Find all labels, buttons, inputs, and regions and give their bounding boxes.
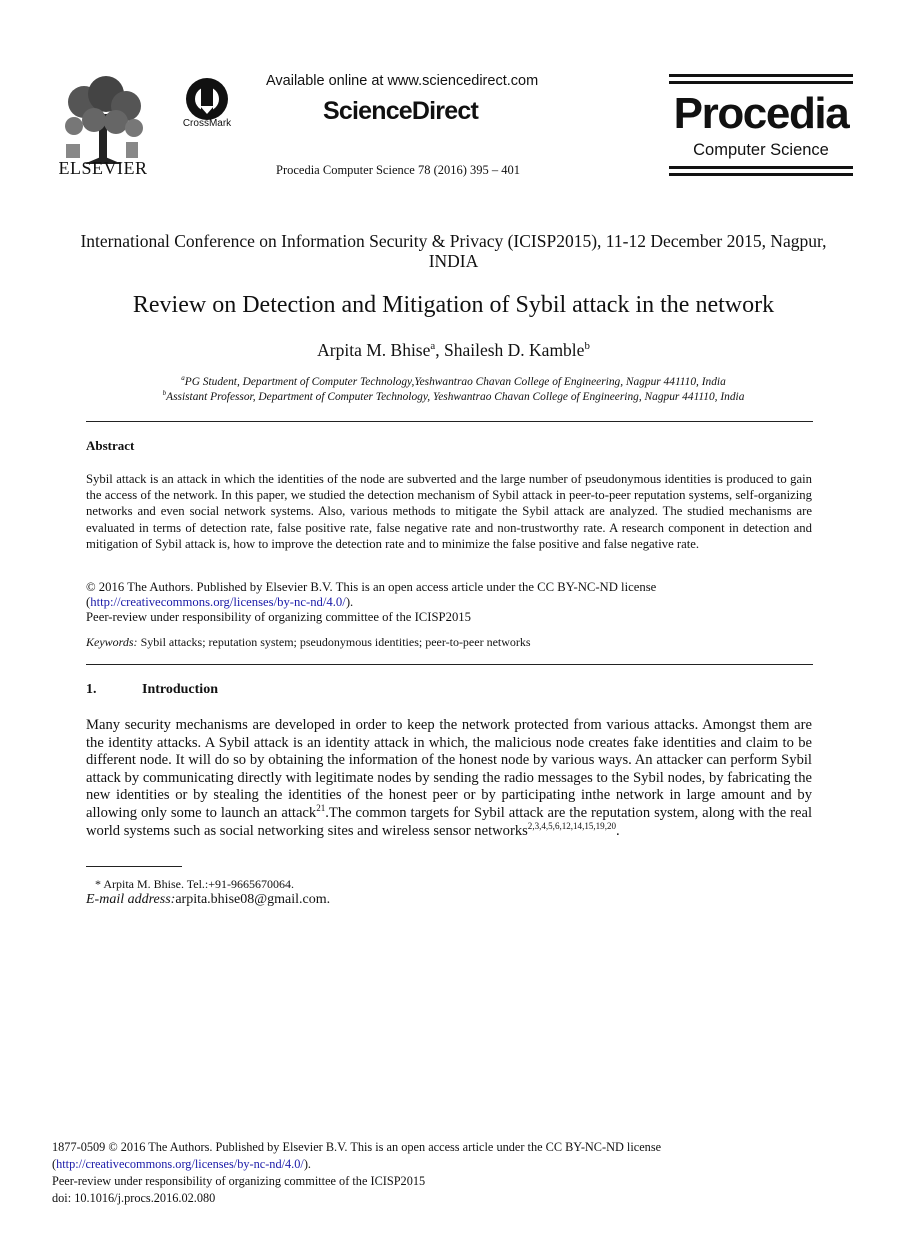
author-list [60,340,847,361]
affiliation [60,391,847,403]
affiliation-mark: b [162,389,167,398]
license-statement: © 2016 The Authors. Published by Elsevier B.V. This is an open access article under the CC BY-NC-ND license [86,580,657,594]
affiliation [60,376,847,388]
crossmark-label: CrossMark [182,118,232,129]
body-text: .The common targets for Sybil attack are the reputation system, along with the real world systems such as social networking sites and wireless sensor networks [86,804,813,839]
author-name: Shailesh D. Kamble [443,340,585,360]
section-number: 1. [86,682,97,697]
journal-citation: Procedia Computer Science 78 (2016) 395 – 401 [276,163,521,177]
paren: ). [345,595,354,609]
publisher-wordmark: ELSEVIER [58,158,148,178]
author-separator: , [435,340,444,360]
journal-subtitle: Computer Science [693,141,829,159]
conference-line: International Conference on Information Security & Privacy (ICISP2015), 11-12 December 2015, Nagpur, INDIA [80,231,827,271]
keywords-line [86,635,531,650]
paren: ( [86,595,91,609]
citation-mark[interactable]: 2,3,4,5,6,12,14,15,19,20 [527,820,617,831]
introduction-paragraph [86,717,812,840]
author-name: Arpita M. Bhise [317,340,431,360]
section-divider [86,421,813,422]
section-heading: Introduction [142,682,218,697]
author-affil-mark: b [584,340,590,353]
keywords-values: Sybil attacks; reputation system; pseudonymous identities; peer-to-peer networks [137,635,531,649]
affiliation-text: PG Student, Department of Computer Technology,Yeshwantrao Chavan College of Engineering, Nagpur 441110, India [184,376,726,388]
paren: ). [303,1157,311,1171]
body-text: . [616,822,620,839]
footer-peer-review: Peer-review under responsibility of organizing committee of the ICISP2015 [52,1174,426,1188]
license-link[interactable]: http://creativecommons.org/licenses/by-nc-nd/4.0/ [90,595,346,609]
keywords-label: Keywords: [86,635,138,649]
available-online-line: Available online at www.sciencedirect.com [266,73,539,89]
logo-rule [669,173,853,176]
author-affil-mark: a [430,340,436,353]
paper-title: Review on Detection and Mitigation of Sybil attack in the network [132,292,775,318]
affiliation-text: Assistant Professor, Department of Computer Technology, Yeshwantrao Chavan College of Engineering, Nagpur 441110, India [166,391,745,403]
procedia-logo [669,74,853,176]
email-label: E-mail address: [86,892,176,907]
footer-doi[interactable]: doi: 10.1016/j.procs.2016.02.080 [52,1191,216,1205]
email-line [86,892,330,908]
sciencedirect-logo: ScienceDirect [323,97,478,125]
footer-license: 1877-0509 © 2016 The Authors. Published by Elsevier B.V. This is an open access article under the CC BY-NC-ND license [52,1140,662,1154]
section-divider [86,664,813,665]
abstract-heading: Abstract [86,438,135,453]
affiliation-mark: a [181,374,185,383]
body-text: Many security mechanisms are developed in order to keep the network protected from various attacks. Amongst them are the identity attacks. A Sybil attack is an identity attack in which, the malicious node creates fake identities and claim to be different node. It will do so by obtaining the information of the honest node by various ways. An attacker can perform Sybil attack by communicating directly with legitimate nodes by sending the radio messages to the Sybil nodes, by fabricating the new identities or by stealing the identities of the honest peer or by participating inthe network in large amount and by allowing only some to launch an attack [86,717,812,821]
footer-license-link[interactable]: http://creativecommons.org/licenses/by-nc-nd/4.0/ [56,1157,304,1171]
footnote-rule [86,866,182,867]
license-link-line [86,595,353,610]
footer-link-line [52,1157,311,1172]
logo-rule [669,166,853,169]
journal-name: Procedia [673,89,849,138]
abstract-text: Sybil attack is an attack in which the identities of the node are subverted and the large number of pseudonymous identities is produced to gain the access of the network. In this paper, we studied the detection mechanism of Sybil attack in peer-to-peer reputation systems, self-organizing networks and even social network systems. Also, various methods to mitigate the Sybil attack are analyzed. The studied mechanisms are evaluated in terms of detection rate, false positive rate, false negative rate and non-trustworthy rate. A research component in detection and mitigation of Sybil attack is, how to improve the detection rate and to minimize the false positive and false negative rate. [86,472,812,551]
paren: ( [52,1157,57,1171]
corresponding-author-note: * Arpita M. Bhise. Tel.:+91-9665670064. [95,877,295,891]
logo-rule [669,81,853,84]
logo-rule [669,74,853,77]
peer-review-note: Peer-review under responsibility of organizing committee of the ICISP2015 [86,610,471,624]
email-address[interactable]: arpita.bhise08@gmail.com. [175,892,331,907]
citation-mark[interactable]: 21 [316,803,326,814]
